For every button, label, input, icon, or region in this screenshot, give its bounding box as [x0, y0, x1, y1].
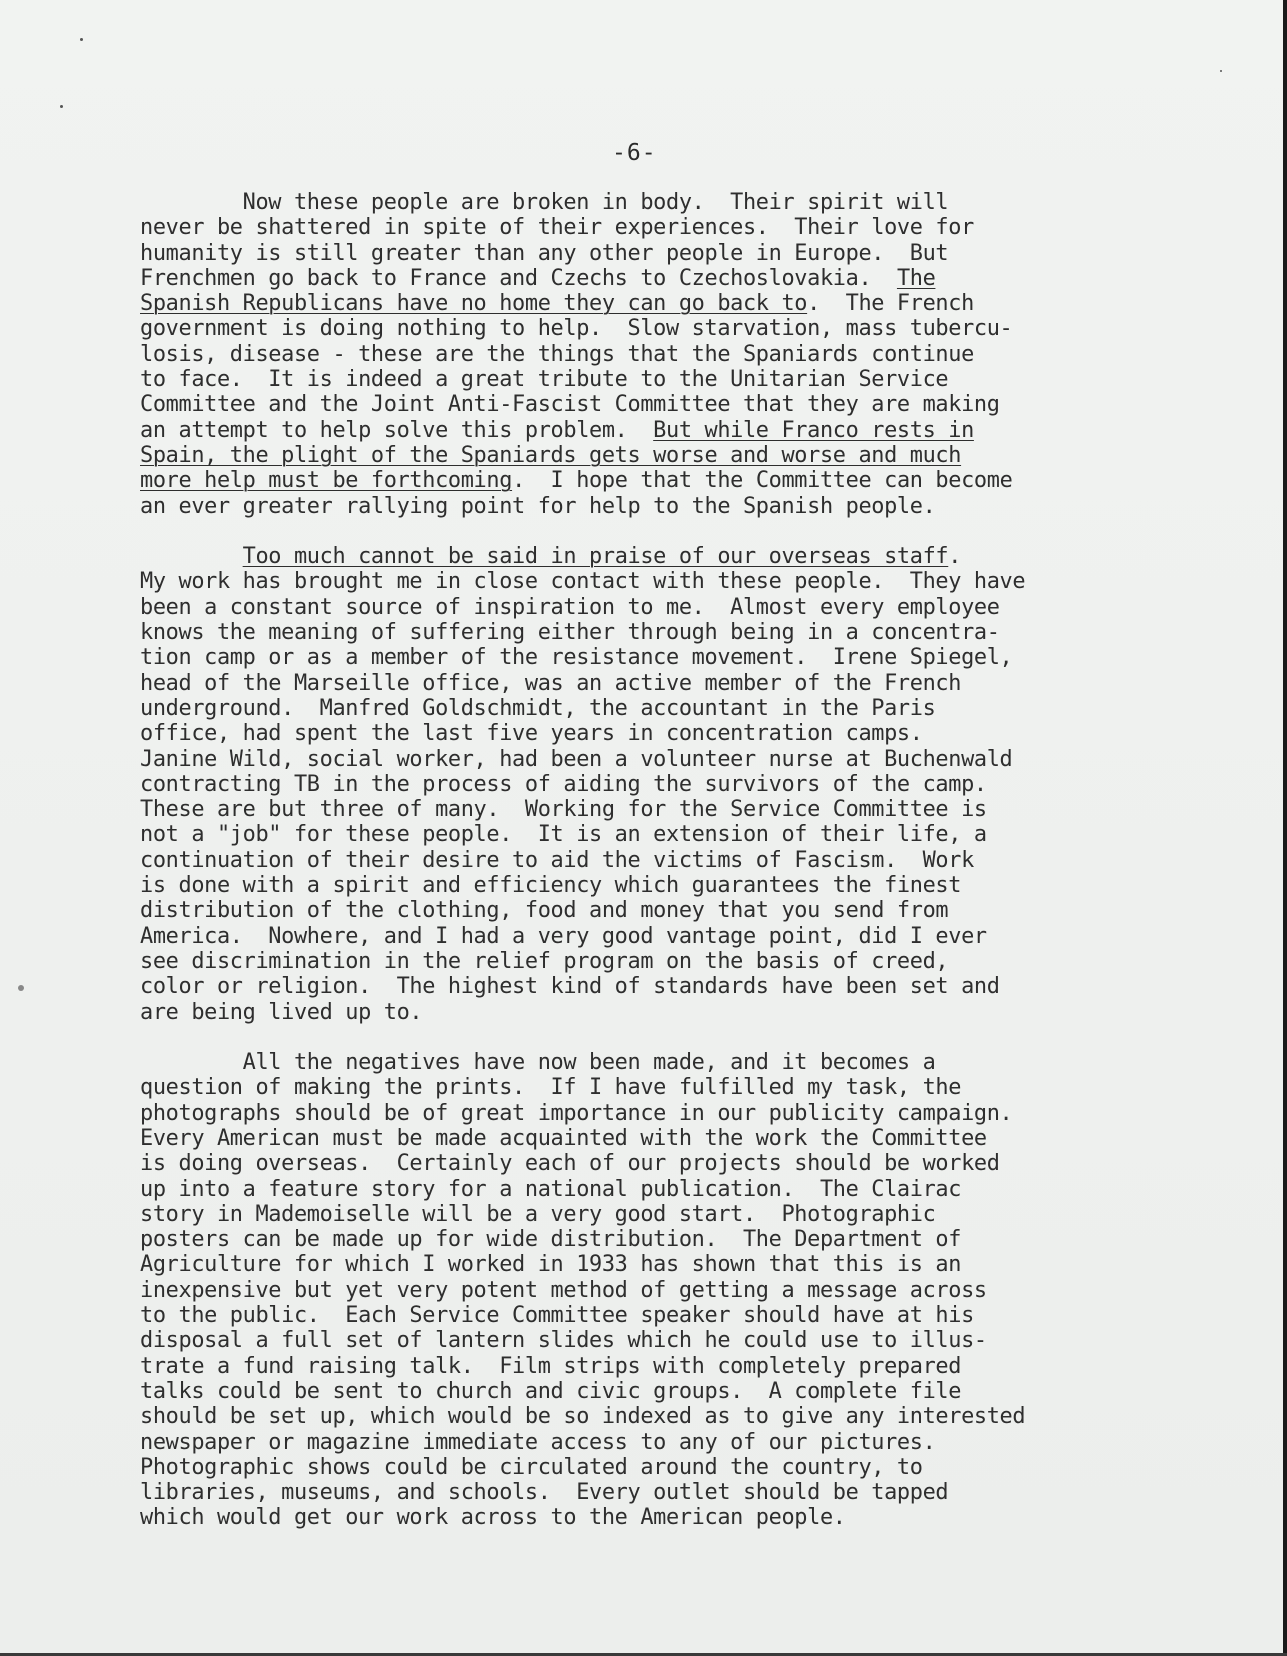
text-line	[140, 241, 1265, 266]
text-run: My work has brought me in close contact with these people. They have	[140, 569, 1026, 595]
text-run: knows the meaning of suffering either through being in a concentra-	[140, 620, 1000, 646]
text-line	[140, 797, 1265, 822]
text-line	[140, 1430, 1265, 1455]
text-run: office, had spent the last five years in concentration camps.	[140, 721, 923, 747]
paragraph	[140, 544, 1265, 1025]
text-line	[140, 595, 1265, 620]
text-run: are being lived up to.	[140, 999, 423, 1025]
text-run: posters can be made up for wide distribution. The Department of	[140, 1227, 962, 1253]
text-line	[140, 848, 1265, 873]
text-line	[140, 1202, 1265, 1227]
text-line	[140, 1404, 1265, 1429]
text-run: never be shattered in spite of their experiences. Their love for	[140, 215, 974, 241]
text-run: humanity is still greater than any other people in Europe. But	[140, 240, 949, 266]
text-line	[140, 671, 1265, 696]
underlined-text: But while Franco rests in	[653, 417, 974, 443]
text-line	[140, 822, 1265, 847]
text-run: America. Nowhere, and I had a very good vantage point, did I ever	[140, 923, 987, 949]
text-line	[140, 190, 1265, 215]
text-line	[140, 772, 1265, 797]
text-line	[140, 747, 1265, 772]
scan-edge-right	[1283, 0, 1287, 1656]
text-line	[140, 1480, 1265, 1505]
text-run: Agriculture for which I worked in 1933 has shown that this is an	[140, 1252, 962, 1278]
text-run: been a constant source of inspiration to me. Almost every employee	[140, 594, 1000, 620]
paragraph-gap	[140, 519, 1265, 544]
text-line	[140, 392, 1265, 417]
text-run: . I hope that the Committee can become	[512, 468, 1013, 494]
text-line	[140, 1177, 1265, 1202]
text-line	[140, 1278, 1265, 1303]
text-line	[140, 1328, 1265, 1353]
text-line	[140, 1000, 1265, 1025]
scan-speck	[60, 105, 63, 108]
text-line	[140, 291, 1265, 316]
text-run: to face. It is indeed a great tribute to the Unitarian Service	[140, 367, 949, 393]
paragraph-gap	[140, 1025, 1265, 1050]
text-run: losis, disease - these are the things that the Spaniards continue	[140, 341, 974, 367]
text-run: talks could be sent to church and civic groups. A complete file	[140, 1378, 962, 1404]
text-run: head of the Marseille office, was an active member of the French	[140, 670, 962, 696]
text-run: government is doing nothing to help. Slow starvation, mass tubercu-	[140, 316, 1013, 342]
text-run: newspaper or magazine immediate access to any of our pictures.	[140, 1429, 936, 1455]
text-run: an attempt to help solve this problem.	[140, 417, 654, 443]
text-line	[140, 1379, 1265, 1404]
text-line	[140, 316, 1265, 341]
text-run	[140, 544, 243, 569]
text-line	[140, 645, 1265, 670]
page-number: -6-	[612, 140, 657, 166]
text-run: which would get our work across to the American people.	[140, 1505, 846, 1531]
text-run: underground. Manfred Goldschmidt, the accountant in the Paris	[140, 695, 936, 721]
text-line	[140, 1252, 1265, 1277]
text-run: Now these people are broken in body. Their spirit will	[140, 190, 949, 215]
paragraph	[140, 190, 1265, 519]
text-line	[140, 215, 1265, 240]
text-line	[140, 1050, 1265, 1075]
text-line	[140, 544, 1265, 569]
text-line	[140, 266, 1265, 291]
text-run: trate a fund raising talk. Film strips with completely prepared	[140, 1353, 962, 1379]
body-text	[140, 190, 1265, 1531]
text-line	[140, 1505, 1265, 1530]
scan-speck	[1220, 70, 1222, 72]
text-line	[140, 1101, 1265, 1126]
text-run: question of making the prints. If I have fulfilled my task, the	[140, 1075, 962, 1101]
text-run: see discrimination in the relief program on the basis of creed,	[140, 948, 949, 974]
text-line	[140, 696, 1265, 721]
underlined-text: Spanish Republicans have no home they can go back to	[140, 291, 808, 317]
text-line	[140, 898, 1265, 923]
scan-speck	[18, 985, 24, 991]
text-run: not a "job" for these people. It is an extension of their life, a	[140, 822, 987, 848]
text-line	[140, 1303, 1265, 1328]
text-run: inexpensive but yet very potent method of getting a message across	[140, 1277, 987, 1303]
text-run: is done with a spirit and efficiency which guarantees the finest	[140, 873, 962, 899]
text-run: is doing overseas. Certainly each of our projects should be worked	[140, 1151, 1000, 1177]
text-run: tion camp or as a member of the resistance movement. Irene Spiegel,	[140, 645, 1013, 671]
text-line	[140, 1227, 1265, 1252]
text-line	[140, 443, 1265, 468]
text-line	[140, 1354, 1265, 1379]
text-line	[140, 569, 1265, 594]
text-run: Committee and the Joint Anti-Fascist Committee that they are making	[140, 392, 1000, 418]
paragraph	[140, 1050, 1265, 1531]
text-line	[140, 721, 1265, 746]
text-run: to the public. Each Service Committee speaker should have at his	[140, 1303, 974, 1329]
text-run: contracting TB in the process of aiding the survivors of the camp.	[140, 771, 987, 797]
underlined-text: Too much cannot be said in praise of our overseas staff	[242, 544, 949, 570]
text-run: Frenchmen go back to France and Czechs to Czechoslovakia.	[140, 265, 897, 291]
text-run: Every American must be made acquainted with the work the Committee	[140, 1125, 987, 1151]
text-line	[140, 924, 1265, 949]
text-line	[140, 494, 1265, 519]
text-run: continuation of their desire to aid the victims of Fascism. Work	[140, 847, 974, 873]
text-run: distribution of the clothing, food and money that you send from	[140, 898, 949, 924]
text-line	[140, 949, 1265, 974]
text-line	[140, 367, 1265, 392]
text-run: photographs should be of great importance in our publicity campaign.	[140, 1100, 1013, 1126]
text-line	[140, 1126, 1265, 1151]
underlined-text: Spain, the plight of the Spaniards gets worse and worse and much	[140, 442, 962, 468]
text-run: Photographic shows could be circulated around the country, to	[140, 1454, 923, 1480]
text-line	[140, 418, 1265, 443]
text-run: libraries, museums, and schools. Every outlet should be tapped	[140, 1480, 949, 1506]
text-line	[140, 468, 1265, 493]
text-run: .	[948, 544, 962, 570]
text-run: should be set up, which would be so indexed as to give any interested	[140, 1404, 1026, 1430]
text-run: All the negatives have now been made, and it becomes a	[140, 1050, 936, 1076]
text-line	[140, 974, 1265, 999]
text-run: story in Mademoiselle will be a very good start. Photographic	[140, 1201, 936, 1227]
text-line	[140, 620, 1265, 645]
text-run: disposal a full set of lantern slides which he could use to illus-	[140, 1328, 987, 1354]
underlined-text: more help must be forthcoming	[140, 468, 513, 494]
text-run: up into a feature story for a national publication. The Clairac	[140, 1176, 962, 1202]
text-run: . The French	[807, 291, 974, 317]
text-run: color or religion. The highest kind of standards have been set and	[140, 974, 1000, 1000]
text-line	[140, 342, 1265, 367]
text-run: Janine Wild, social worker, had been a volunteer nurse at Buchenwald	[140, 746, 1013, 772]
text-line	[140, 1075, 1265, 1100]
underlined-text: The	[896, 265, 936, 291]
text-line	[140, 873, 1265, 898]
text-run: These are but three of many. Working for the Service Committee is	[140, 797, 987, 823]
text-line	[140, 1151, 1265, 1176]
text-run: an ever greater rallying point for help to the Spanish people.	[140, 493, 936, 519]
text-line	[140, 1455, 1265, 1480]
scan-speck	[80, 38, 83, 41]
